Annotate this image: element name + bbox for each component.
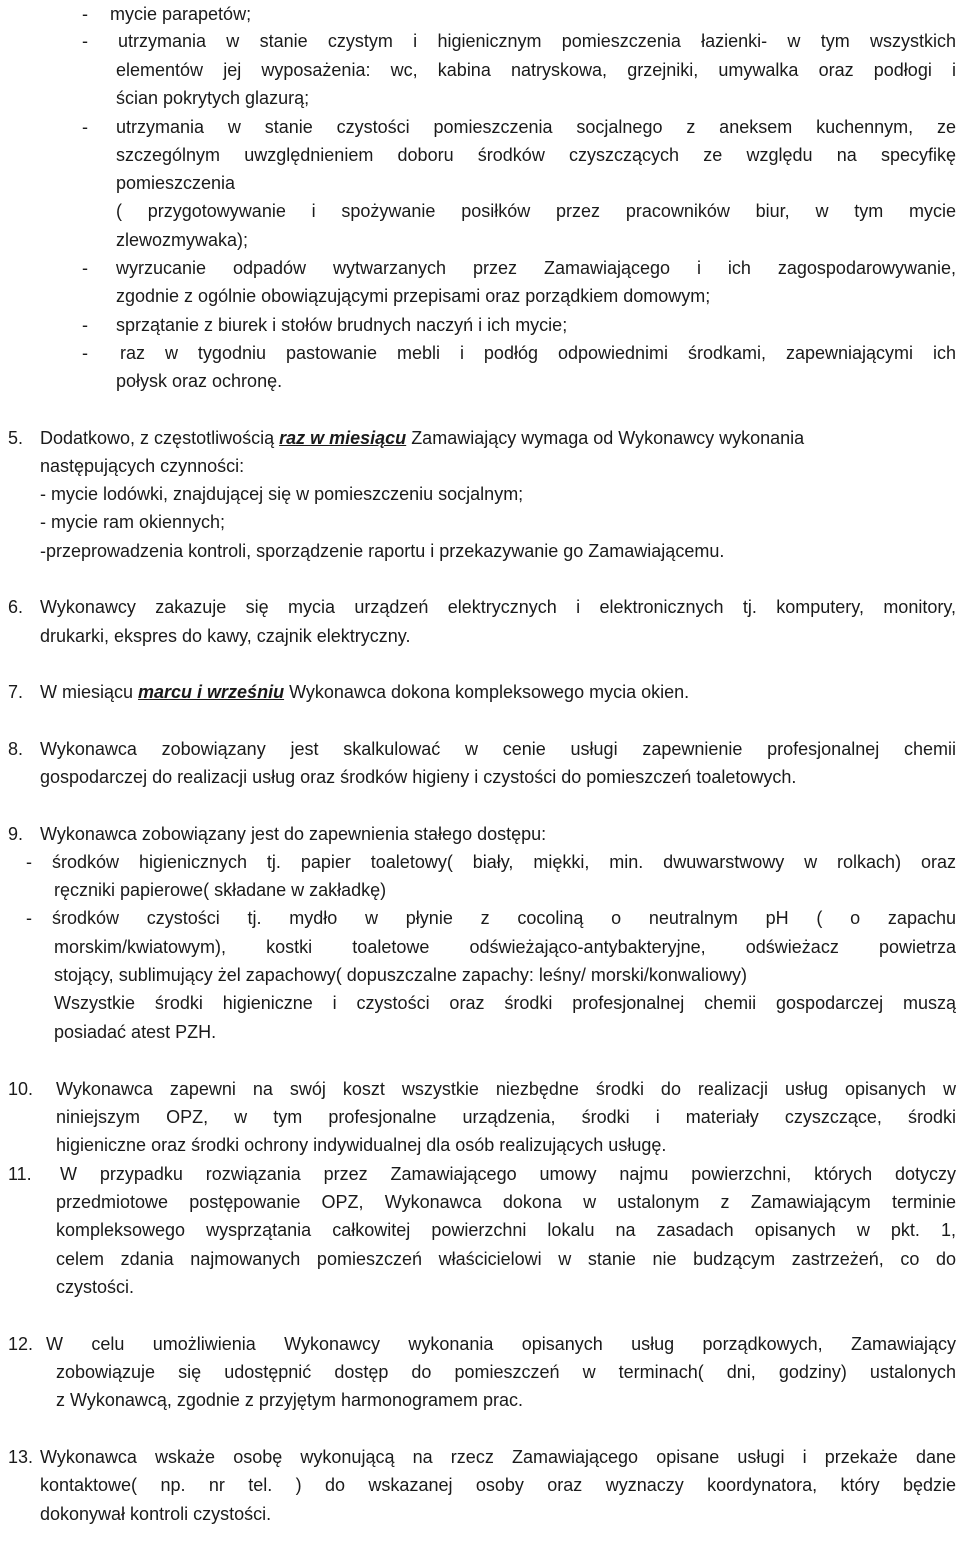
list-dash: - [82, 343, 88, 363]
s9-note-line: posiadać atest PZH. [54, 1022, 217, 1042]
s11-line: czystości. [56, 1277, 135, 1297]
list-item-lazienka-line: elementów jej wyposażenia: wc, kabina natryskowa, grzejniki, umywalka oraz podłogi i [116, 60, 956, 80]
s12-line: z Wykonawcą, zgodnie z przyjętym harmonogramem prac. [56, 1390, 524, 1410]
list-dash: - [26, 908, 32, 928]
list-item-socjalne-line: ( przygotowywanie i spożywanie posiłków przez pracowników biur, w tym mycie [116, 201, 956, 221]
s7-text: Wykonawca dokona kompleksowego mycia okien. [284, 682, 690, 702]
s10-line: Wykonawca zapewni na swój koszt wszystkie niezbędne środki do realizacji usług opisanych w [56, 1079, 956, 1099]
section-number: 5. [8, 428, 24, 448]
list-item-odpady-line: wyrzucanie odpadów wytwarzanych przez Zamawiającego i ich zagospodarowywanie, [116, 258, 956, 278]
section-number: 13. [8, 1447, 34, 1467]
s11-line: przedmiotowe postępowanie OPZ, Wykonawca dokona w ustalonym z Zamawiającym terminie [56, 1192, 956, 1212]
section-number: 7. [8, 682, 24, 702]
list-item-socjalne-line: szczególnym uwzględnieniem doboru środków czyszczących ze względu na specyfikę [116, 145, 956, 165]
section-number: 11. [8, 1164, 32, 1184]
s7-text: W miesiącu [40, 682, 139, 702]
section-number: 12. [8, 1334, 34, 1354]
s11-line: celem zdania najmowanych pomieszczeń właścicielowi w stanie nie budzącym zastrzeżeń, co do [56, 1249, 956, 1269]
s5-emphasis: raz w miesiącu [279, 428, 407, 448]
s13-line: dokonywał kontroli czystości. [40, 1504, 272, 1524]
s10-line: higieniczne oraz środki ochrony indywidualnej dla osób realizujących usługę. [56, 1135, 667, 1155]
list-dash: - [26, 852, 32, 872]
s8-line: Wykonawca zobowiązany jest skalkulować w cenie usługi zapewnienie profesjonalnej chemii [40, 739, 956, 759]
s12-line: W celu umożliwienia Wykonawcy wykonania opisanych usług porządkowych, Zamawiający [46, 1334, 956, 1354]
s7-line [40, 678, 689, 706]
list-item-socjalne-line: pomieszczenia [116, 173, 236, 193]
s13-line: Wykonawca wskaże osobę wykonującą na rzecz Zamawiającego opisane usługi i przekaże dane [40, 1447, 956, 1467]
list-item-pastowanie-line: połysk oraz ochronę. [116, 371, 283, 391]
list-item-biurka: sprzątanie z biurek i stołów brudnych naczyń i ich mycie; [116, 315, 568, 335]
section-number: 10. [8, 1079, 34, 1099]
s5-line: następujących czynności: [40, 456, 245, 476]
s8-line: gospodarczej do realizacji usług oraz środków higieny i czystości do pomieszczeń toaletowych. [40, 767, 797, 787]
s9-line: Wykonawca zobowiązany jest do zapewnienia stałego dostępu: [40, 824, 547, 844]
section-number: 6. [8, 597, 24, 617]
s10-line: niniejszym OPZ, w tym profesjonalne urządzenia, środki i materiały czyszczące, środki [56, 1107, 956, 1127]
list-item-socjalne-line: utrzymania w stanie czystości pomieszczenia socjalnego z aneksem kuchennym, ze [116, 117, 956, 137]
list-dash: - [82, 258, 88, 278]
s9-item-line: środków czystości tj. mydło w płynie z cocoliną o neutralnym pH ( o zapachu [52, 908, 956, 928]
list-dash: - [82, 4, 88, 24]
s11-line: kompleksowego wysprzątania całkowitej powierzchni lokalu na zasadach opisanych w pkt. 1, [56, 1220, 956, 1240]
list-item-lazienka-line: utrzymania w stanie czystym i higienicznym pomieszczenia łazienki- w tym wszystkich [118, 31, 956, 51]
section-number: 9. [8, 824, 24, 844]
s5-line: -przeprowadzenia kontroli, sporządzenie raportu i przekazywanie go Zamawiającemu. [40, 541, 725, 561]
s11-line: W przypadku rozwiązania przez Zamawiającego umowy najmu powierzchni, których dotyczy [60, 1164, 956, 1184]
s7-emphasis: marcu i wrześniu [138, 682, 285, 702]
list-item-odpady-line: zgodnie z ogólnie obowiązującymi przepisami oraz porządkiem domowym; [116, 286, 711, 306]
list-dash: - [82, 117, 88, 137]
section-number: 8. [8, 739, 24, 759]
s9-item-line: środków higienicznych tj. papier toaletowy( biały, miękki, min. dwuwarstwowy w rolkach) oraz [52, 852, 956, 872]
s9-item-line: ręczniki papierowe( składane w zakładkę) [54, 880, 387, 900]
s6-line: drukarki, ekspres do kawy, czajnik elektryczny. [40, 626, 411, 646]
s9-item-line: morskim/kwiatowym), kostki toaletowe odświeżająco-antybakteryjne, odświeżacz powietrza [54, 937, 956, 957]
s9-item-line: stojący, sublimujący żel zapachowy( dopuszczalne zapachy: leśny/ morski/konwaliowy) [54, 965, 747, 985]
s6-line: Wykonawcy zakazuje się mycia urządzeń elektrycznych i elektronicznych tj. komputery, monitory, [40, 597, 956, 617]
list-item-parapety: mycie parapetów; [110, 4, 252, 24]
s5-line: - mycie ram okiennych; [40, 512, 226, 532]
list-item-lazienka-line: ścian pokrytych glazurą; [116, 88, 310, 108]
list-dash: - [82, 31, 88, 51]
s5-line: - mycie lodówki, znajdującej się w pomieszczeniu socjalnym; [40, 484, 524, 504]
list-item-socjalne-line: zlewozmywaka); [116, 230, 249, 250]
list-dash: - [82, 315, 88, 335]
s9-note-line: Wszystkie środki higieniczne i czystości oraz środki profesjonalnej chemii gospodarczej muszą [54, 993, 956, 1013]
s5-line1 [40, 424, 804, 452]
s12-line: zobowiązuje się udostępnić dostęp do pomieszczeń w terminach( dni, godziny) ustalonych [56, 1362, 956, 1382]
s5-text: Zamawiający wymaga od Wykonawcy wykonania [406, 428, 805, 448]
s5-text: Dodatkowo, z częstotliwością [40, 428, 280, 448]
list-item-pastowanie-line: raz w tygodniu pastowanie mebli i podłóg odpowiednimi środkami, zapewniającymi ich [120, 343, 956, 363]
s13-line: kontaktowe( np. nr tel. ) do wskazanej osoby oraz wyznaczy koordynatora, który będzie [40, 1475, 956, 1495]
